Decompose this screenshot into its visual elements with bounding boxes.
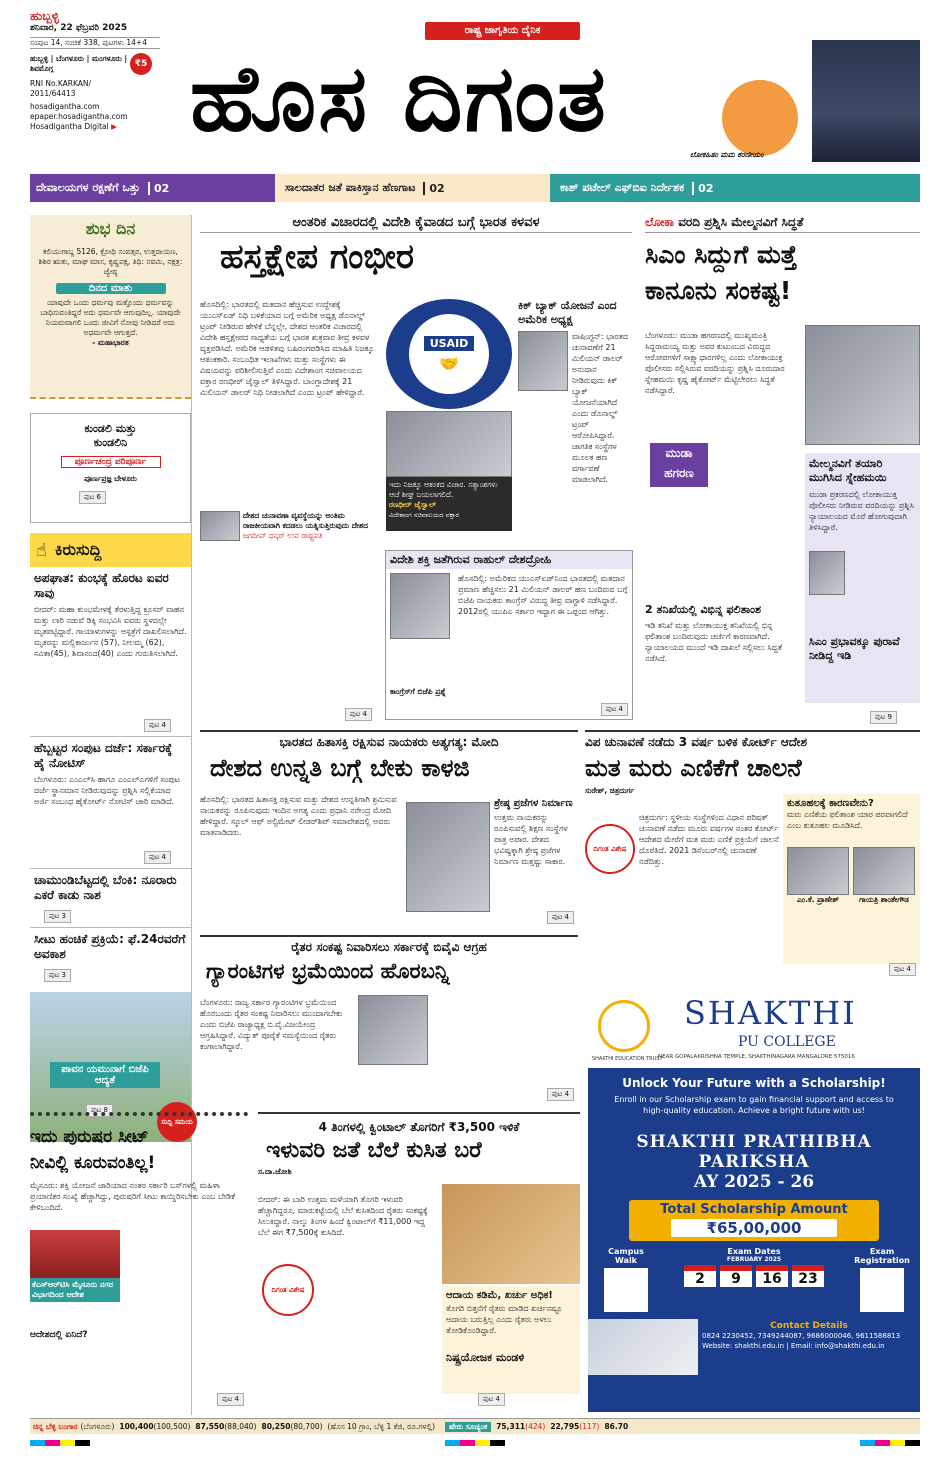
- loka-body-cont: [645, 495, 800, 595]
- jaiswal-quote: ಇದು ನಿಜಕ್ಕೂ ಆತಂಕದ ವಿಚಾರ. ಸತ್ಯಾಂಶಗಳು ಆಚೆ ಶೀಘ್ರ ಬಯಲಾಗಲಿದೆ.: [389, 480, 498, 499]
- gold-24k-prev: (100,500): [153, 1422, 191, 1431]
- logo-sun-icon: [722, 80, 798, 156]
- modi-kicker: ಭಾರತದ ಹಿತಾಸಕ್ತಿ ರಕ್ಷಿಸುವ ನಾಯಕರು ಅತ್ಯಗತ್ಯ: ಮೋದಿ: [279, 735, 499, 749]
- toor-kicker: 4 ತಿಂಗಳಲ್ಲಿ ಕ್ವಿಂಟಾಲ್ ತೊಗರಿಗೆ ₹3,500 ಇಳಿಕೆ: [318, 1120, 520, 1134]
- brief-3[interactable]: [30, 868, 191, 927]
- teaser-1-text: ದೇವಾಲಯಗಳ ರಕ್ಷಣೆಗೆ ಒತ್ತು: [36, 181, 140, 194]
- loka-kicker-red: ಲೋಕಾ: [645, 215, 675, 229]
- brief-2-text: ಬೆಂಗಳೂರು: ಎಂಎಲ್‌ಸಿ ಹಾಗೂ ಎಂಎಲ್‌ಎಗಳಿಗೆ ಸಂಪುಟ ದರ್ಜೆ ಸ್ಥಾನಮಾನ ನೀಡಿರುವುದನ್ನು ಪ್ರಶ್ನಿಸಿ ಸಲ್ಲಿಕೆಯಾದ ಅರ್ಜಿ ಸಂಬಂಧ ಹೈಕೋರ್ಟ್ ನೋಟಿಸ್ ಜಾರಿ ಮಾಡಿದೆ.: [34, 775, 180, 806]
- farmers-body: ಬೆಂಗಳೂರು: ರಾಜ್ಯ ಸರ್ಕಾರ ಗ್ಯಾರಂಟಿಗಳ ಭ್ರಮೆಯಿಂದ ಹೊರಬಂದು ರೈತರ ಸಂಕಷ್ಟ ನಿವಾರಿಸಲು ಮುಂದಾಗಬೇಕು ಎಂದು ಬಿಜೆಪಿ ರಾಜ್ಯಾಧ್ಯಕ್ಷ ಬಿ.ವೈ.ವಿಜಯೇಂದ್ರ ಆಗ್ರಹಿಸಿದ್ದಾರೆ. ವಿದ್ಯುತ್ ಪೂರೈಕೆ ಸಮಸ್ಯೆಯಿಂದ ರೈತರು ಕಂಗಾಲಾಗಿದ್ದಾರೆ.: [200, 998, 343, 1051]
- candidate-2-name: ಗಾಯತ್ರಿ ಶಾಂತೇಗೌಡ: [859, 895, 909, 904]
- toor-story: [258, 1112, 580, 1410]
- quote-author: - ಮಹಾಭಾರತ: [92, 338, 129, 347]
- recount-byline: ಸುರೇಶ್, ಚಿತ್ರದುರ್ಗ: [585, 786, 635, 795]
- recount-story: [585, 730, 920, 980]
- brief-3-title: ಚಾಮುಂಡಿಬೆಟ್ಟದಲ್ಲಿ ಬೆಂಕಿ: ನೂರಾರು ಎಕರೆ ಕಾಡು ನಾಶ: [34, 873, 177, 902]
- ad-college-sub: PU COLLEGE: [738, 1034, 836, 1050]
- market-footer: [30, 1418, 920, 1434]
- price-badge: ₹5: [130, 53, 152, 75]
- ad-address: NEAR GOPALAKRISHNA TEMPLE, SHAKTHINAGARA MANGALORE 575016: [658, 1054, 855, 1060]
- youtube-label: Hosadigantha Digital: [30, 122, 109, 131]
- modi-side: [494, 798, 578, 908]
- kirusuddi-title: ಕಿರುಸುದ್ದಿ: [54, 540, 102, 559]
- ad-dates-month: FEBRUARY 2025: [726, 1256, 782, 1263]
- jaiswal-name: ರಣಧೀರ್ ಜೈಸ್ವಾಲ್: [389, 500, 437, 509]
- toor-body: ಬೀದರ್: ಈ ಬಾರಿ ಉತ್ತಮ ಮಳೆಯಾಗಿ ತೊಗರಿ ಇಳುವರಿ ಹೆಚ್ಚಾಗಿದ್ದರೂ, ಮಾರುಕಟ್ಟೆಯಲ್ಲಿ ಬೆಲೆ ಕುಸಿತದಿಂದ ರೈತರು ಸಂಕಷ್ಟಕ್ಕೆ ಸಿಲುಕಿದ್ದಾರೆ. ನಾಲ್ಕು ತಿಂಗಳ ಹಿಂದೆ ಕ್ವಿಂಟಾಲ್‌ಗೆ ₹11,000 ಇದ್ದ ಬೆಲೆ ಈಗ ₹7,500ಕ್ಕೆ ಕುಸಿದಿದೆ.: [258, 1195, 428, 1237]
- candidate-1-name: ಎಂ.ಕೆ. ಪ್ರಾಣೇಶ್: [796, 895, 840, 904]
- loka-headline-2[interactable]: ಕಾನೂನು ಸಂಕಷ್ಟ!: [645, 276, 792, 305]
- shakthi-logo-icon: [598, 1000, 650, 1052]
- lead-story: [200, 215, 632, 545]
- teaser-3[interactable]: [550, 174, 920, 202]
- loka-kicker: ವರದಿ ಪ್ರಶ್ನಿಸಿ ಮೇಲ್ಮನವಿಗೆ ಸಿದ್ಧತೆ: [678, 215, 804, 229]
- toor-side-title: ಆದಾಯ ಕಡಿಮೆ, ಖರ್ಚು ಅಧಿಕ!: [446, 1290, 553, 1301]
- color-bar-right: [860, 1440, 920, 1446]
- lead-kicker: ಆಂತರಿಕ ವಿಚಾರದಲ್ಲಿ ವಿದೇಶಿ ಕೈವಾಡದ ಬಗ್ಗೆ ಭಾರತ ಕಳವಳ: [200, 215, 632, 233]
- modi-headline[interactable]: ದೇಶದ ಉನ್ನತಿ ಬಗ್ಗೆ ಬೇಕು ಕಾಳಜಿ: [210, 754, 470, 782]
- vp-role: ಉಪ ರಾಷ್ಟ್ರಪತಿ: [287, 531, 323, 540]
- loka-story: [645, 215, 920, 725]
- epaper-link[interactable]: epaper.hosadigantha.com: [30, 112, 128, 121]
- seat-headline-2[interactable]: ನೀವಿಲ್ಲಿ ಕೂರುವಂತಿಲ್ಲ!: [30, 1153, 156, 1173]
- farmers-story: [200, 935, 578, 1105]
- silver-prev: (80,700): [290, 1422, 323, 1431]
- issue-info: ಸಂಪುಟ 14, ಸಂಚಿಕೆ 338, ಪುಟಗಳು 14+4: [30, 37, 160, 49]
- recount-page[interactable]: ಪುಟ 4: [889, 963, 916, 976]
- seat-body: ಮೈಸೂರು: ಶಕ್ತಿ ಯೋಜನೆ ಜಾರಿಯಾದ ನಂತರ ಸರ್ಕಾರಿ ಬಸ್‌ಗಳಲ್ಲಿ ಮಹಿಳಾ ಪ್ರಯಾಣಿಕರ ಸಂಖ್ಯೆ ಹೆಚ್ಚಾಗಿದ್ದು, ಪುರುಷರಿಗೆ ಸೀಟು ಕಾಯ್ದಿರಿಸಬೇಕು ಎಂಬ ಬೇಡಿಕೆ ಕೇಳಿಬಂದಿದೆ.: [30, 1181, 236, 1212]
- quote-text: ಯಾವುದೇ ಒಂದು ಧರ್ಮವು ಮತ್ತೊಂದು ಧರ್ಮವನ್ನು ಬಾಧಿಸುವಂತಿದ್ದರೆ ಅದು ಧರ್ಮವೇ ಆಗುವುದಿಲ್ಲ. ಯಾವುದೇ ನಿಯಮವಾಗಲಿ ಒಂದು ಜೀವಿಗೆ ನೋವು ನೀಡಿದರೆ ಅದು ಅಧರ್ಮವೇ ಆಗುತ್ತದೆ.: [40, 298, 181, 337]
- ad-trust: SHAKTHI EDUCATION TRUST: [592, 1056, 663, 1062]
- seat-story: [30, 1112, 248, 1410]
- brief-1[interactable]: [30, 567, 191, 736]
- exam-date-4: 23: [792, 1265, 824, 1287]
- website-link[interactable]: hosadigantha.com: [30, 102, 100, 111]
- modi-story: [200, 730, 578, 930]
- vp-name: ಜಗದೀಪ್ ಧನ್ಕರ್: [243, 531, 285, 540]
- handshake-icon: 🤝: [439, 353, 459, 373]
- teaser-strip: [30, 174, 920, 202]
- vp-photo: [200, 511, 240, 541]
- trump-sidebar: [518, 299, 632, 521]
- usaid-label: USAID: [424, 336, 475, 351]
- toor-dal-photo: [442, 1184, 580, 1284]
- loka-headline-1[interactable]: ಸಿಎಂ ಸಿದ್ದುಗೆ ಮತ್ತೆ: [645, 240, 798, 269]
- color-bar-left: [30, 1440, 90, 1446]
- rahul-page[interactable]: ಪುಟ 4: [601, 703, 628, 716]
- farmers-page[interactable]: ಪುಟ 4: [547, 1088, 574, 1101]
- silver-price: 80,250: [261, 1422, 291, 1431]
- rahul-author-label: ಕಾಂಗ್ರೆಸ್‌ಗೆ ಬಿಜೆಪಿ ಪ್ರಶ್ನೆ: [390, 687, 446, 696]
- teaser-2-text: ಸಾಲದಾತರ ಜತೆ ಪಾಕಿಸ್ತಾನ ಹೆಣಗಾಟ: [285, 181, 416, 194]
- toor-headline[interactable]: ಇಳುವರಿ ಜತೆ ಬೆಲೆ ಕುಸಿತ ಬರೆ: [266, 1138, 482, 1163]
- youtube-link[interactable]: [30, 122, 160, 132]
- kundali-title1: ಕುಂಡಲಿ ಮತ್ತು: [84, 422, 137, 435]
- motto: ಲೋಕಹಿತಂ ಮಮ ಕರಣೀಯಂ: [690, 150, 764, 159]
- brief-1-page[interactable]: ಪುಟ 4: [144, 719, 171, 732]
- candidate-1-photo: [787, 847, 849, 895]
- ad-desc: Enroll in our Scholarship exam to gain financial support and access to high-quality education. Achieve a bright future with us!: [614, 1095, 894, 1115]
- brief-1-text: ಬೀದರ್: ಮಹಾ ಕುಂಭಮೇಳಕ್ಕೆ ತೆರಳುತ್ತಿದ್ದ ಕ್ರೂಸರ್ ವಾಹನ ಮತ್ತು ಲಾರಿ ನಡುವೆ ಡಿಕ್ಕಿ ಸಂಭವಿಸಿ ಐವರು ಸ್ಥಳದಲ್ಲೇ ಮೃತಪಟ್ಟಿದ್ದಾರೆ. ಗಾಯಾಳುಗಳನ್ನು ಆಸ್ಪತ್ರೆಗೆ ದಾಖಲಿಸಲಾಗಿದೆ. ಮೃತರನ್ನು ಮಲ್ಲಿಕಾರ್ಜುನ (57), ನೀಲಮ್ಮ (62), ಸವಿತಾ(45), ಶಿವಾನಂದ(40) ಎಂದು ಗುರುತಿಸಲಾಗಿದೆ.: [34, 605, 187, 658]
- issue-date: ಶನಿವಾರ, 22 ಫೆಬ್ರವರಿ 2025: [30, 23, 128, 33]
- ad-college: SHAKTHI: [684, 994, 857, 1032]
- tagline-banner: ರಾಷ್ಟ್ರ ಜಾಗೃತಿಯ ದೈನಿಕ: [425, 22, 580, 40]
- modi-body: ಹೊಸದಿಲ್ಲಿ: ಭಾರತದ ಹಿತಾಸಕ್ತಿ ರಕ್ಷಿಸುವ ಮತ್ತು ದೇಶದ ಉನ್ನತಿಗಾಗಿ ಶ್ರಮಿಸುವ ನಾಯಕರನ್ನು ರೂಪಿಸುವುದು ಇಂದಿನ ಅಗತ್ಯ ಎಂದು ಪ್ರಧಾನಿ ನರೇಂದ್ರ ಮೋದಿ ಹೇಳಿದ್ದಾರೆ. ಸ್ಕೂಲ್ ಆಫ್ ಅಲ್ಟಿಮೇಟ್ ಲೀಡರ್‌ಶಿಪ್ ಸಮಾವೇಶದಲ್ಲಿ ಅವರು ಮಾತನಾಡಿದರು.: [200, 795, 397, 837]
- trump-body: ವಾಷಿಂಗ್ಟನ್: ಭಾರತದ ಚುನಾವಣೆಗೆ 21 ಮಿಲಿಯನ್ ಡಾಲರ್ ಅನುದಾನ ನೀಡಿರುವುದು ಕಿಕ್ ಬ್ಯಾಕ್ ಯೋಜನೆಯಾಗಿದೆ ಎಂದು ಡೊನಾಲ್ಡ್ ಟ್ರಂಪ್ ಆರೋಪಿಸಿದ್ದಾರೆ. ಜಾಗತಿಕ ಸಂಸ್ಥೆಗಳ ಮೂಲಕ ಹಣ ವರ್ಗಾವಣೆ ಮಾಡಲಾಗಿದೆ.: [572, 332, 629, 484]
- brief-4-title: ಸೀಟು ಹಂಚಿಕೆ ಪ್ರಕ್ರಿಯೆ: ಫೆ.24ರವರೆಗೆ ಅವಕಾಶ: [34, 932, 186, 961]
- nifty-value: 22,795: [550, 1422, 580, 1431]
- recount-body: ಚಿತ್ರದುರ್ಗ: ಸ್ಥಳೀಯ ಸಂಸ್ಥೆಗಳಿಂದ ವಿಧಾನ ಪರಿಷತ್ ಚುನಾವಣೆ ನಡೆದು ಮೂರು ವರ್ಷಗಳ ನಂತರ ಕೋರ್ಟ್ ಆದೇಶದ ಮೇರೆಗೆ ಮತ ಮರು ಎಣಿಕೆ ಪ್ರಕ್ರಿಯೆಗೆ ಚಾಲನೆ ದೊರೆತಿದೆ. 2021 ಡಿಸೆಂಬರ್‌ನಲ್ಲಿ ಚುನಾವಣೆ ನಡೆದಿತ್ತು.: [639, 813, 779, 866]
- yamuna-title: ಪಾವನ ಯಮುನಾಗೆ ಬಿಜೆಪಿ ಆದ್ಯತೆ: [50, 1062, 160, 1088]
- brief-1-title: ಅಪಘಾತ: ಕುಂಭಕ್ಕೆ ಹೊರಟ ಐವರ ಸಾವು: [34, 571, 169, 600]
- toor-byline: ಸ.ದಾ.ಜೋಶಿ: [258, 1167, 292, 1176]
- sensex-change: (424): [525, 1422, 546, 1431]
- rahul-story: [385, 550, 633, 720]
- gold-city: (ಬೆಂಗಳೂರು): [80, 1421, 115, 1431]
- muda-tag-1: ಮುಡಾ: [665, 446, 693, 460]
- teaser-3-page: 02: [692, 182, 713, 195]
- quote-title: ದಿನದ ಮಾತು: [56, 283, 166, 294]
- gold-label: ಚಿನ್ನ ಬೆಳ್ಳಿ ಬಂಗಾರ: [33, 1421, 78, 1431]
- usaid-logo: [386, 299, 512, 409]
- newspaper-title: ಹೊಸ ದಿಗಂತ: [190, 45, 608, 152]
- gold-24k: 100,400: [119, 1422, 154, 1431]
- recount-side-body: ಮರು ಎಣಿಕೆಯ ಫಲಿತಾಂಶ ಯಾರ ಪರವಾಗಲಿದೆ ಎಂಬ ಕುತೂಹಲ ಮೂಡಿಸಿದೆ.: [787, 810, 908, 830]
- modi-page[interactable]: ಪುಟ 4: [547, 911, 574, 924]
- brief-2-page[interactable]: ಪುಟ 4: [144, 851, 171, 864]
- toor-side-foot: ನಿಷ್ಪ್ರಯೋಜಕ ಮಂಡಳಿ: [446, 1351, 525, 1364]
- shubha-title: ಶುಭ ದಿನ: [85, 219, 136, 238]
- jaiswal-quote-box: [386, 477, 512, 531]
- gold-22k-prev: (88,040): [224, 1422, 257, 1431]
- rahul-photo: [390, 573, 450, 639]
- registration-qr-icon[interactable]: [860, 1268, 904, 1312]
- lead-headline[interactable]: ಹಸ್ತಕ್ಷೇಪ ಗಂಭೀರ: [220, 237, 414, 277]
- editions-list: ಹುಬ್ಬಳ್ಳಿ | ಬೆಂಗಳೂರು | ಮಂಗಳೂರು | ಶಿವಮೊಗ್ಗ: [30, 54, 128, 73]
- snehamayi-photo: [809, 551, 845, 595]
- gold-22k: 87,550: [195, 1422, 225, 1431]
- recount-side: [783, 794, 920, 964]
- ad-phones: 0824 2230452, 7349244087, 9686000046, 9611588813: [702, 1332, 901, 1340]
- seat-page[interactable]: ಪುಟ 4: [217, 1393, 244, 1406]
- brief-4[interactable]: [30, 927, 191, 986]
- brief-2-title: ಹೆಬ್ಬಟ್ಟರ ಸಂಪುಟ ದರ್ಜೆ: ಸರ್ಕಾರಕ್ಕೆ ಹೈ ನೋಟಿಸ್: [34, 741, 173, 770]
- color-bar-mid: [445, 1440, 505, 1446]
- digantha-vishesha-badge: ದಿಗಂತ ವಿಶೇಷ: [585, 824, 635, 874]
- pointing-hand-icon: ☝: [36, 539, 47, 561]
- recount-side-title: ಕುತೂಹಲಕ್ಕೆ ಕಾರಣವೇನು?: [787, 798, 874, 809]
- ed-quote: ಸಿಎಂ ಪ್ರಭಾವಕ್ಕೂ ಪುರಾವೆ ನೀಡಿದ್ದ ಇಡಿ: [809, 635, 900, 662]
- sensex-label: ಷೇರು ಸೂಚ್ಯಂಕ: [445, 1422, 491, 1432]
- modi-side-body: ಉತ್ತಮ ನಾಯಕರನ್ನು ರೂಪಿಸುವಲ್ಲಿ ಶಿಕ್ಷಣ ಸಂಸ್ಥೆಗಳ ಪಾತ್ರ ಅಪಾರ. ದೇಶದ ಭವಿಷ್ಯಕ್ಕಾಗಿ ಶ್ರೇಷ್ಠ ಪ್ರಜೆಗಳ ನಿರ್ಮಾಣ ಮತ್ತಷ್ಟು ಸಾಕಾರ.: [494, 813, 568, 866]
- ad-campus-label: Campus Walk: [608, 1247, 644, 1265]
- seat-body-cont: [120, 1230, 248, 1326]
- teaser-1[interactable]: [30, 174, 275, 202]
- exam-date-1: 2: [684, 1265, 716, 1287]
- snehamayi-title: ಮೇಲ್ಮನವಿಗೆ ತಯಾರಿ ಮುಗಿಸಿದ ಸ್ನೇಹಮಯಿ: [809, 457, 887, 484]
- ad-registration-label: Exam Registration: [854, 1247, 910, 1265]
- farmers-headline[interactable]: ಗ್ಯಾರಂಟಿಗಳ ಭ್ರಮೆಯಿಂದ ಹೊರಬನ್ನಿ: [206, 959, 450, 983]
- candidate-2-photo: [853, 847, 915, 895]
- sensex-value: 75,311: [496, 1422, 526, 1431]
- siddaramaiah-photo: [805, 325, 920, 445]
- ad-web[interactable]: Website: shakthi.edu.in | Email: info@shakthi.edu.in: [702, 1342, 885, 1350]
- campus-qr-icon[interactable]: [604, 1268, 648, 1312]
- shakthi-ad[interactable]: [588, 990, 920, 1412]
- kirusuddi-header: [30, 533, 191, 567]
- shubha-text: ಕಲಿಯುಗಾಬ್ದ 5126, ಕ್ರೋಧಿ ಸಂವತ್ಸರ, ಉತ್ತರಾಯಣ, ಶಿಶಿರ ಋತು, ಮಾಘ ಮಾಸ, ಕೃಷ್ಣಪಕ್ಷ, ತಿಥಿ: ನವಮಿ, ನಕ್ಷತ್ರ: ಜ್ಯೇಷ್ಠ: [38, 247, 183, 276]
- brief-4-page[interactable]: ಪುಟ 3: [44, 969, 71, 982]
- farmers-body-cont: [434, 997, 578, 1093]
- teaser-3-text: ಕಾಶ್ ಪಟೇಲ್ ಎಫ್‌ಬಿಐ ನಿರ್ದೇಶಕ: [560, 181, 685, 194]
- kundali-title2: ಕುಂಡಲಿನಿ: [93, 436, 128, 449]
- probe-box: [645, 603, 800, 712]
- trump-photo: [518, 331, 568, 391]
- teaser-1-page: 02: [148, 182, 169, 195]
- modi-photo: [406, 802, 490, 912]
- loka-page[interactable]: ಪುಟ 9: [870, 711, 897, 724]
- trump-title: ಕಿಕ್ ಬ್ಯಾಕ್ ಯೋಜನೆ ಎಂದ ಅಮೆರಿಕ ಅಧ್ಯಕ್ಷ: [518, 299, 617, 326]
- farmers-kicker: ರೈತರ ಸಂಕಷ್ಟ ನಿವಾರಿಸಲು ಸರ್ಕಾರಕ್ಕೆ ಬಿವೈವಿ ಆಗ್ರಹ: [291, 940, 487, 954]
- lead-body: ಹೊಸದಿಲ್ಲಿ: ಭಾರತದಲ್ಲಿ ಮತದಾನ ಹೆಚ್ಚಿಸುವ ಉದ್ದೇಶಕ್ಕೆ ಯುಎಸ್‌ಏಡ್ ನಿಧಿ ಬಳಕೆಯಾದ ಬಗ್ಗೆ ಅಮೆರಿಕ ಅಧ್ಯಕ್ಷ ಡೊನಾಲ್ಡ್ ಟ್ರಂಪ್ ನೀಡಿರುವ ಹೇಳಿಕೆ ಬೆನ್ನಲ್ಲೇ, ದೇಶದ ಆಂತರಿಕ ವಿಚಾರದಲ್ಲಿ ವಿದೇಶಿ ಹಸ್ತಕ್ಷೇಪದ ಸಾಧ್ಯತೆಯ ಬಗ್ಗೆ ಭಾರತ ಶುಕ್ರವಾರ ತೀವ್ರ ಕಳವಳ ವ್ಯಕ್ತಪಡಿಸಿದೆ. ಅಮೆರಿಕ ಆಡಳಿತವು ಬಹಿರಂಗಪಡಿಸಿದ ಮಾಹಿತಿ ನಿಜಕ್ಕೂ ಆತಂಕಕಾರಿ. ಸಂಬಂಧಿತ ಇಲಾಖೆಗಳು ಮತ್ತು ಸಂಸ್ಥೆಗಳು ಈ ವಿಷಯವನ್ನು ಪರಿಶೀಲಿಸುತ್ತಿವೆ ಎಂದು ವಿದೇಶಾಂಗ ಸಚಿವಾಲಯದ ವಕ್ತಾರ ರಣಧೀರ್ ಜೈಸ್ವಾಲ್ ತಿಳಿಸಿದ್ದಾರೆ. ಬಾಂಗ್ಲಾದೇಶಕ್ಕೆ 21 ಮಿಲಿಯನ್ ಡಾಲರ್ ನಿಧಿ ನೀಡಲಾಗಿದೆ ಎಂದು ಟ್ರಂಪ್ ಹೇಳಿದ್ದಾರೆ.: [200, 300, 375, 397]
- yamuna-page[interactable]: ಪುಟ 8: [86, 1104, 113, 1117]
- brief-3-page[interactable]: ಪುಟ 3: [44, 910, 71, 923]
- toor-page[interactable]: ಪುಟ 4: [478, 1393, 505, 1406]
- teaser-2[interactable]: [275, 174, 550, 202]
- exam-date-3: 16: [756, 1265, 788, 1287]
- vp-quote-box: [200, 511, 378, 541]
- seat-headline-1[interactable]: ಇದು ಪುರುಷರ ಸೀಟ್: [30, 1127, 149, 1147]
- usd-rate: 86.70: [604, 1422, 629, 1431]
- rni-number: RNI No.KARKAN/ 2011/64413: [30, 79, 92, 98]
- recount-kicker: ವಿಪ ಚುನಾವಣೆ ನಡೆದು 3 ವರ್ಷ ಬಳಿಕ ಕೋರ್ಟ್ ಆದೇಶ: [585, 735, 808, 749]
- loka-body: ಬೆಂಗಳೂರು: ಮುಡಾ ಹಗರಣದಲ್ಲಿ ಮುಖ್ಯಮಂತ್ರಿ ಸಿದ್ದರಾಮಯ್ಯ ಮತ್ತು ಅವರ ಕುಟುಂಬದ ವಿರುದ್ಧದ ಆರೋಪಗಳಿಗೆ ಸಾಕ್ಷ್ಯಾಧಾರಗಳಿಲ್ಲ ಎಂದು ಲೋಕಾಯುಕ್ತ ಪೊಲೀಸರು ಸಲ್ಲಿಸಿರುವ ವರದಿಯನ್ನು ಪ್ರಶ್ನಿಸಿ ದೂರುದಾರ ಸ್ನೇಹಮಯಿ ಕೃಷ್ಣ ಹೈಕೋರ್ಟ್ ಮೆಟ್ಟಿಲೇರಲು ಸಿದ್ಧತೆ ನಡೆಸಿದ್ದಾರೆ.: [645, 331, 785, 395]
- kundali-sub: ಪೂರ್ಣಚಂದ್ರ ಪರಿಪೂರ್ಣ: [61, 456, 161, 468]
- registration-marks: [30, 1440, 920, 1448]
- kash-patel-photo: [812, 40, 920, 162]
- youtube-icon: ▶: [111, 122, 117, 131]
- ad-year: AY 2025 - 26: [693, 1172, 815, 1192]
- recount-headline[interactable]: ಮತ ಮರು ಎಣಿಕೆಗೆ ಚಾಲನೆ: [585, 754, 802, 782]
- vp-quote: ದೇಶದ ಚುನಾವಣಾ ವ್ಯವಸ್ಥೆಯನ್ನು ಅಂತಿಮ ರಾಜಕೀಯವಾಗಿ ಕದಡಲು ಯತ್ನಿಸುತ್ತಿರುವುದು ದೇಶದ: [243, 511, 368, 530]
- exam-date-2: 9: [720, 1265, 752, 1287]
- rahul-body: ಹೊಸದಿಲ್ಲಿ: ಅಮೆರಿಕದ ಯುಎಸ್‌ಏಡ್‌ನಿಂದ ಭಾರತದಲ್ಲಿ ಮತದಾನ ಪ್ರಮಾಣ ಹೆಚ್ಚಿಸಲು 21 ಮಿಲಿಯನ್ ಡಾಲರ್ ಹಣ ಬಂದಿರುವ ಬಗ್ಗೆ ಬಿಜೆಪಿ ನಾಯಕರು ಕಾಂಗ್ರೆಸ್ ವಿರುದ್ಧ ತೀವ್ರ ವಾಗ್ದಾಳಿ ನಡೆಸಿದ್ದಾರೆ. 2012ರಲ್ಲಿ ಯುಪಿಎ ಸರ್ಕಾರ ಇದ್ದಾಗ ಈ ಒಪ್ಪಂದ ಆಗಿತ್ತು.: [458, 574, 628, 616]
- toor-side-body: ತೊಗರಿ ಬಿತ್ತನೆಗೆ ರೈತರು ಮಾಡಿದ ಖರ್ಚಿನಷ್ಟೂ ಆದಾಯ ಬರುತ್ತಿಲ್ಲ ಎಂದು ರೈತರು ಅಳಲು ತೋಡಿಕೊಂಡಿದ್ದಾರೆ.: [446, 1304, 563, 1335]
- muda-tag-2: ಹಗರಣ: [664, 466, 694, 480]
- ad-header: [588, 990, 920, 1068]
- teaser-2-page: 02: [423, 182, 444, 195]
- kundali-author: ಪೂರ್ಣಪ್ರಜ್ಞ ಬೇಳೂರು: [84, 474, 137, 483]
- vijayendra-photo: [358, 995, 428, 1065]
- modi-side-title: ಶ್ರೇಷ್ಠ ಪ್ರಜೆಗಳ ನಿರ್ಮಾಣ: [494, 798, 573, 809]
- ad-exam-name: SHAKTHI PRATHIBHA PARIKSHA: [636, 1132, 872, 1172]
- jaiswal-role: ವಿದೇಶಾಂಗ ಸಚಿವಾಲಯದ ವಕ್ತಾರ: [389, 511, 459, 519]
- ad-amount-label: Total Scholarship Amount: [660, 1202, 848, 1217]
- jaiswal-photo: [386, 411, 512, 477]
- rahul-headline[interactable]: ವಿದೇಶಿ ಶಕ್ತಿ ಜತೆಗಿರುವ ರಾಹುಲ್ ದೇಶದ್ರೋಹಿ: [386, 551, 632, 569]
- probe-body: ಇಡಿ ತನಿಖೆ ಮತ್ತು ಲೋಕಾಯುಕ್ತ ತನಿಖೆಯಲ್ಲಿ ಭಿನ್ನ ಫಲಿತಾಂಶ ಬಂದಿರುವುದು ಚರ್ಚೆಗೆ ಕಾರಣವಾಗಿದೆ. ನ್ಯಾಯಾಲಯದ ಮುಂದೆ ಇಡಿ ದಾಖಲೆ ಸಲ್ಲಿಸಲು ಸಿದ್ಧತೆ ನಡೆಸಿದೆ.: [645, 621, 783, 663]
- toor-side: [442, 1286, 580, 1394]
- kundali-box[interactable]: [30, 413, 191, 523]
- muda-tag: [650, 443, 708, 487]
- ad-tagline: Unlock Your Future with a Scholarship!: [622, 1076, 886, 1090]
- campus-building-photo: [588, 1319, 698, 1375]
- nifty-change: (117): [579, 1422, 600, 1431]
- ad-contact-label: Contact Details: [770, 1321, 848, 1331]
- seat-sub: ಆದೇಶದಲ್ಲಿ ಏನಿದೆ?: [30, 1330, 88, 1340]
- probe-title: 2 ತನಿಖೆಯಲ್ಲಿ ವಿಭಿನ್ನ ಫಲಿತಾಂಶ: [645, 603, 762, 616]
- toor-vishesha-badge: ದಿಗಂತ ವಿಶೇಷ: [262, 1264, 314, 1316]
- ad-dates-label: Exam Dates: [727, 1247, 781, 1256]
- price-note: (ಹೊಸ 10 ಗ್ರಾಂ, ಬೆಳ್ಳಿ 1 ಕೆಜಿ, ರೂ.ಗಳಲ್ಲಿ): [327, 1421, 436, 1431]
- brief-2[interactable]: [30, 736, 191, 868]
- shubha-dina-box: [30, 215, 191, 399]
- ad-amount-box: [629, 1200, 879, 1241]
- snehamayi-body: ಮುಡಾ ಪ್ರಕರಣದಲ್ಲಿ ಲೋಕಾಯುಕ್ತ ಪೊಲೀಸರು ನೀಡಿರುವ ವರದಿಯನ್ನು ಪ್ರಶ್ನಿಸಿ ನ್ಯಾಯಾಲಯದ ಮೊರೆ ಹೋಗುವುದಾಗಿ ತಿಳಿಸಿದ್ದಾರೆ.: [809, 490, 915, 532]
- ad-amount: ₹65,00,000: [671, 1219, 837, 1237]
- bus-photo: [30, 1230, 120, 1278]
- kundali-page[interactable]: ಪುಟ 6: [79, 491, 106, 504]
- snehamayi-box: [805, 453, 920, 703]
- edition-city: ಹುಬ್ಬಳ್ಳಿ: [30, 9, 59, 23]
- seat-caption: ಕೆಎಸ್‌ಆರ್‌ಟಿಸಿ ಮೈಸೂರು ನಗರ ವಿಭಾಗದಿಂದ ಆದೇಶ: [30, 1278, 120, 1302]
- lead-page[interactable]: ಪುಟ 4: [345, 708, 372, 721]
- suddi-samaya-badge: ಸುದ್ದಿ ಸಮಯ: [157, 1102, 197, 1142]
- masthead-info: [30, 10, 160, 150]
